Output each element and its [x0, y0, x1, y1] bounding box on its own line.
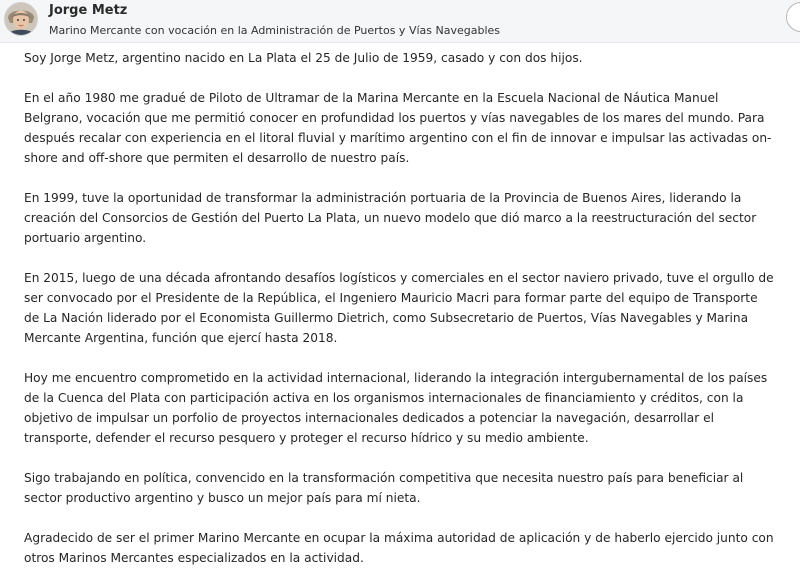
avatar[interactable]	[4, 2, 38, 36]
about-paragraph: En 2015, luego de una década afrontando desafíos logísticos y comerciales en el sector naviero privado, tuve el orgullo de ser convocado por el Presidente de la República, el Ingeniero Mauricio Macri para formar parte del equipo de Transporte de La Nación liderado por el Economista Guillermo Dietrich, como Subsecretario de Puertos, Vías Navegables y Marina Mercante Argentina, función que ejercí hasta 2018.	[24, 271, 774, 345]
about-paragraph: En 1999, tuve la oportunidad de transformar la administración portuaria de la Provincia de Buenos Aires, liderando la creación del Consorcios de Gestión del Puerto La Plata, un nuevo modelo que dió marco a la reestructuración del sector portuario argentino.	[24, 191, 757, 245]
profile-name[interactable]: Jorge Metz	[49, 3, 128, 18]
avatar-photo	[5, 3, 37, 35]
more-options-button[interactable]	[786, 2, 800, 32]
about-paragraph: Soy Jorge Metz, argentino nacido en La Plata el 25 de Julio de 1959, casado y con dos hijos.	[24, 51, 583, 65]
about-section	[24, 48, 776, 588]
about-paragraph: En el año 1980 me gradué de Piloto de Ultramar de la Marina Mercante en la Escuela Nacional de Náutica Manuel Belgrano, vocación que me permitió conocer en profundidad los puertos y vías navegables de los mares del mundo. Para después recalar con experiencia en el litoral fluvial y marítimo argentino con el fin de innovar e impulsar las activadas on-shore and off-shore que permiten el desarrollo de nuestro país.	[24, 91, 772, 165]
about-paragraph: Sigo trabajando en política, convencido en la transformación competitiva que necesita nuestro país para beneficiar al sector productivo argentino y busco un mejor país para mí nieta.	[24, 471, 744, 505]
profile-header	[0, 0, 800, 43]
about-paragraph: Hoy me encuentro comprometido en la actividad internacional, liderando la integración intergubernamental de los países de la Cuenca del Plata con participación activa en los organismos internacionales de financiamiento y créditos, con la objetivo de impulsar un porfolio de proyectos internacionales dedicados a potenciar la navegación, desarrollar el transporte, defender el recurso pesquero y proteger el recurso hídrico y su medio ambiente.	[24, 371, 768, 445]
profile-headline: Marino Mercante con vocación en la Administración de Puertos y Vías Navegables	[49, 24, 500, 37]
about-paragraph: Agradecido de ser el primer Marino Mercante en ocupar la máxima autoridad de aplicación y de haberlo ejercido junto con otros Marinos Mercantes especializados en la actividad.	[24, 531, 774, 565]
